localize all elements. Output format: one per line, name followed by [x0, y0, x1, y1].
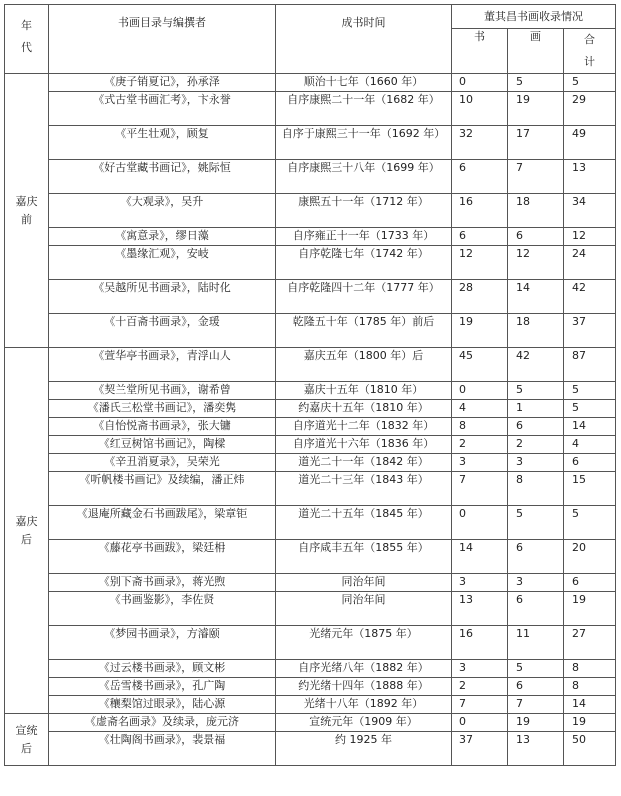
- calligraphy-count: 19: [452, 314, 508, 348]
- painting-count: 6: [508, 228, 564, 246]
- date-cell: 嘉庆五年（1800 年）后: [276, 348, 452, 382]
- table-row: [5, 194, 616, 228]
- era-header: 年代: [5, 5, 49, 74]
- calligraphy-count: 0: [452, 74, 508, 92]
- painting-count: 1: [508, 400, 564, 418]
- table-row: [5, 574, 616, 592]
- calligraphy-count: 45: [452, 348, 508, 382]
- total-count: 5: [564, 400, 616, 418]
- total-count: 29: [564, 92, 616, 126]
- calligraphy-count: 6: [452, 228, 508, 246]
- table-row: [5, 348, 616, 382]
- era-label: 嘉庆后: [5, 348, 49, 714]
- date-cell: 自序雍正十一年（1733 年）: [276, 228, 452, 246]
- total-count: 24: [564, 246, 616, 280]
- painting-count: 14: [508, 280, 564, 314]
- painting-count: 18: [508, 194, 564, 228]
- total-count: 6: [564, 574, 616, 592]
- era-label: 宣统后: [5, 714, 49, 766]
- table-row: [5, 660, 616, 678]
- table-row: [5, 314, 616, 348]
- date-cell: 自序道光十二年（1832 年）: [276, 418, 452, 436]
- date-cell: 道光二十一年（1842 年）: [276, 454, 452, 472]
- painting-count: 5: [508, 74, 564, 92]
- calligraphy-count: 10: [452, 92, 508, 126]
- table-row: [5, 246, 616, 280]
- date-cell: 同治年间: [276, 592, 452, 626]
- catalog-cell: 《藤花亭书画跋》，梁廷枏: [49, 540, 276, 574]
- calligraphy-count: 3: [452, 660, 508, 678]
- painting-count: 6: [508, 592, 564, 626]
- catalog-cell: 《好古堂藏书画记》，姚际恒: [49, 160, 276, 194]
- painting-count: 12: [508, 246, 564, 280]
- date-cell: 自序光绪八年（1882 年）: [276, 660, 452, 678]
- catalog-header: 书画目录与编撰者: [49, 5, 276, 74]
- catalog-cell: 《式古堂书画汇考》，卞永誉: [49, 92, 276, 126]
- total-count: 5: [564, 74, 616, 92]
- painting-count: 7: [508, 160, 564, 194]
- date-cell: 宣统元年（1909 年）: [276, 714, 452, 732]
- calligraphy-count: 14: [452, 540, 508, 574]
- calligraphy-count: 8: [452, 418, 508, 436]
- total-count: 6: [564, 454, 616, 472]
- table-row: [5, 732, 616, 766]
- date-cell: 道光二十三年（1843 年）: [276, 472, 452, 506]
- total-count: 87: [564, 348, 616, 382]
- table-row: [5, 436, 616, 454]
- painting-count: 5: [508, 382, 564, 400]
- catalog-cell: 《寓意录》，缪日藻: [49, 228, 276, 246]
- total-count: 19: [564, 592, 616, 626]
- catalog-cell: 《萱华亭书画录》，青浮山人: [49, 348, 276, 382]
- catalog-cell: 《潘氏三松堂书画记》，潘奕隽: [49, 400, 276, 418]
- total-count: 50: [564, 732, 616, 766]
- calligraphy-count: 28: [452, 280, 508, 314]
- painting-count: 6: [508, 418, 564, 436]
- catalog-cell: 《穰梨馆过眼录》，陆心源: [49, 696, 276, 714]
- painting-count: 5: [508, 660, 564, 678]
- date-cell: 自序康熙三十八年（1699 年）: [276, 160, 452, 194]
- total-count: 49: [564, 126, 616, 160]
- date-cell: 自序乾隆四十二年（1777 年）: [276, 280, 452, 314]
- total-count: 8: [564, 660, 616, 678]
- date-cell: 乾隆五十年（1785 年）前后: [276, 314, 452, 348]
- painting-count: 19: [508, 92, 564, 126]
- total-count: 37: [564, 314, 616, 348]
- painting-count: 13: [508, 732, 564, 766]
- date-cell: 约嘉庆十五年（1810 年）: [276, 400, 452, 418]
- table-row: [5, 696, 616, 714]
- total-count: 14: [564, 418, 616, 436]
- table-row: [5, 454, 616, 472]
- painting-header: 画: [508, 29, 564, 74]
- painting-count: 5: [508, 506, 564, 540]
- catalog-cell: 《红豆树馆书画记》，陶樑: [49, 436, 276, 454]
- calligraphy-count: 12: [452, 246, 508, 280]
- date-cell: 康熙五十一年（1712 年）: [276, 194, 452, 228]
- table-row: [5, 714, 616, 732]
- total-count: 19: [564, 714, 616, 732]
- era-label: 嘉庆前: [5, 74, 49, 348]
- date-cell: 约 1925 年: [276, 732, 452, 766]
- calligraphy-count: 32: [452, 126, 508, 160]
- painting-count: 42: [508, 348, 564, 382]
- table-row: [5, 472, 616, 506]
- table-row: [5, 506, 616, 540]
- table-row: [5, 678, 616, 696]
- table-row: [5, 74, 616, 92]
- calligraphy-count: 13: [452, 592, 508, 626]
- calligraphy-header: 书: [452, 29, 508, 74]
- catalog-cell: 《退庵所藏金石书画跋尾》，梁章钜: [49, 506, 276, 540]
- calligraphy-count: 7: [452, 472, 508, 506]
- calligraphy-count: 2: [452, 436, 508, 454]
- catalog-cell: 《吴越所见书画录》，陆时化: [49, 280, 276, 314]
- catalog-cell: 《过云楼书画录》，顾文彬: [49, 660, 276, 678]
- total-count: 5: [564, 506, 616, 540]
- calligraphy-count: 3: [452, 454, 508, 472]
- catalog-cell: 《虚斋名画录》及续录，庞元济: [49, 714, 276, 732]
- date-cell: 光绪元年（1875 年）: [276, 626, 452, 660]
- table-row: [5, 92, 616, 126]
- table-row: [5, 418, 616, 436]
- date-cell: 自序于康熙三十一年（1692 年）: [276, 126, 452, 160]
- total-count: 15: [564, 472, 616, 506]
- catalog-cell: 《岳雪楼书画录》，孔广陶: [49, 678, 276, 696]
- total-count: 34: [564, 194, 616, 228]
- table-row: [5, 280, 616, 314]
- total-count: 27: [564, 626, 616, 660]
- painting-count: 2: [508, 436, 564, 454]
- total-count: 13: [564, 160, 616, 194]
- catalog-cell: 《墨缘汇观》，安岐: [49, 246, 276, 280]
- date-cell: 自序道光十六年（1836 年）: [276, 436, 452, 454]
- calligraphy-count: 16: [452, 626, 508, 660]
- table-row: [5, 540, 616, 574]
- total-count: 42: [564, 280, 616, 314]
- painting-count: 18: [508, 314, 564, 348]
- total-count: 14: [564, 696, 616, 714]
- catalog-cell: 《平生壮观》，顾复: [49, 126, 276, 160]
- total-count: 12: [564, 228, 616, 246]
- date-cell: 自序康熙二十一年（1682 年）: [276, 92, 452, 126]
- catalog-cell: 《书画鉴影》，李佐贤: [49, 592, 276, 626]
- painting-count: 3: [508, 454, 564, 472]
- date-cell: 道光二十五年（1845 年）: [276, 506, 452, 540]
- calligraphy-count: 16: [452, 194, 508, 228]
- painting-count: 3: [508, 574, 564, 592]
- calligraphy-count: 2: [452, 678, 508, 696]
- table-row: [5, 626, 616, 660]
- date-cell: 嘉庆十五年（1810 年）: [276, 382, 452, 400]
- date-cell: 光绪十八年（1892 年）: [276, 696, 452, 714]
- calligraphy-count: 6: [452, 160, 508, 194]
- table-row: [5, 382, 616, 400]
- date-cell: 约光绪十四年（1888 年）: [276, 678, 452, 696]
- calligraphy-count: 37: [452, 732, 508, 766]
- catalog-cell: 《辛丑消夏录》，吴荣光: [49, 454, 276, 472]
- date-cell: 顺治十七年（1660 年）: [276, 74, 452, 92]
- painting-count: 6: [508, 678, 564, 696]
- painting-count: 7: [508, 696, 564, 714]
- table-row: [5, 228, 616, 246]
- catalog-cell: 《契兰堂所见书画》，谢希曾: [49, 382, 276, 400]
- table-row: [5, 592, 616, 626]
- catalog-cell: 《壮陶阁书画录》，裴景福: [49, 732, 276, 766]
- table-row: [5, 160, 616, 194]
- painting-count: 17: [508, 126, 564, 160]
- date-header: 成书时间: [276, 5, 452, 74]
- catalog-cell: 《大观录》，吴升: [49, 194, 276, 228]
- catalog-cell: 《梦园书画录》，方濬颐: [49, 626, 276, 660]
- total-count: 5: [564, 382, 616, 400]
- catalog-cell: 《庚子销夏记》，孙承泽: [49, 74, 276, 92]
- holdings-group-header: 董其昌书画收录情况: [452, 5, 616, 29]
- table-row: [5, 126, 616, 160]
- catalog-table: [4, 4, 616, 766]
- calligraphy-count: 3: [452, 574, 508, 592]
- total-count: 4: [564, 436, 616, 454]
- painting-count: 6: [508, 540, 564, 574]
- date-cell: 自序乾隆七年（1742 年）: [276, 246, 452, 280]
- painting-count: 8: [508, 472, 564, 506]
- calligraphy-count: 4: [452, 400, 508, 418]
- calligraphy-count: 0: [452, 506, 508, 540]
- table-row: [5, 400, 616, 418]
- calligraphy-count: 0: [452, 714, 508, 732]
- painting-count: 19: [508, 714, 564, 732]
- calligraphy-count: 7: [452, 696, 508, 714]
- catalog-cell: 《别下斋书画录》，蒋光煦: [49, 574, 276, 592]
- date-cell: 自序咸丰五年（1855 年）: [276, 540, 452, 574]
- catalog-cell: 《自怡悦斋书画录》，张大镛: [49, 418, 276, 436]
- calligraphy-count: 0: [452, 382, 508, 400]
- total-header: 合计: [564, 29, 616, 74]
- date-cell: 同治年间: [276, 574, 452, 592]
- catalog-cell: 《听帆楼书画记》及续编，潘正炜: [49, 472, 276, 506]
- catalog-cell: 《十百斋书画录》，金瑗: [49, 314, 276, 348]
- painting-count: 11: [508, 626, 564, 660]
- total-count: 20: [564, 540, 616, 574]
- total-count: 8: [564, 678, 616, 696]
